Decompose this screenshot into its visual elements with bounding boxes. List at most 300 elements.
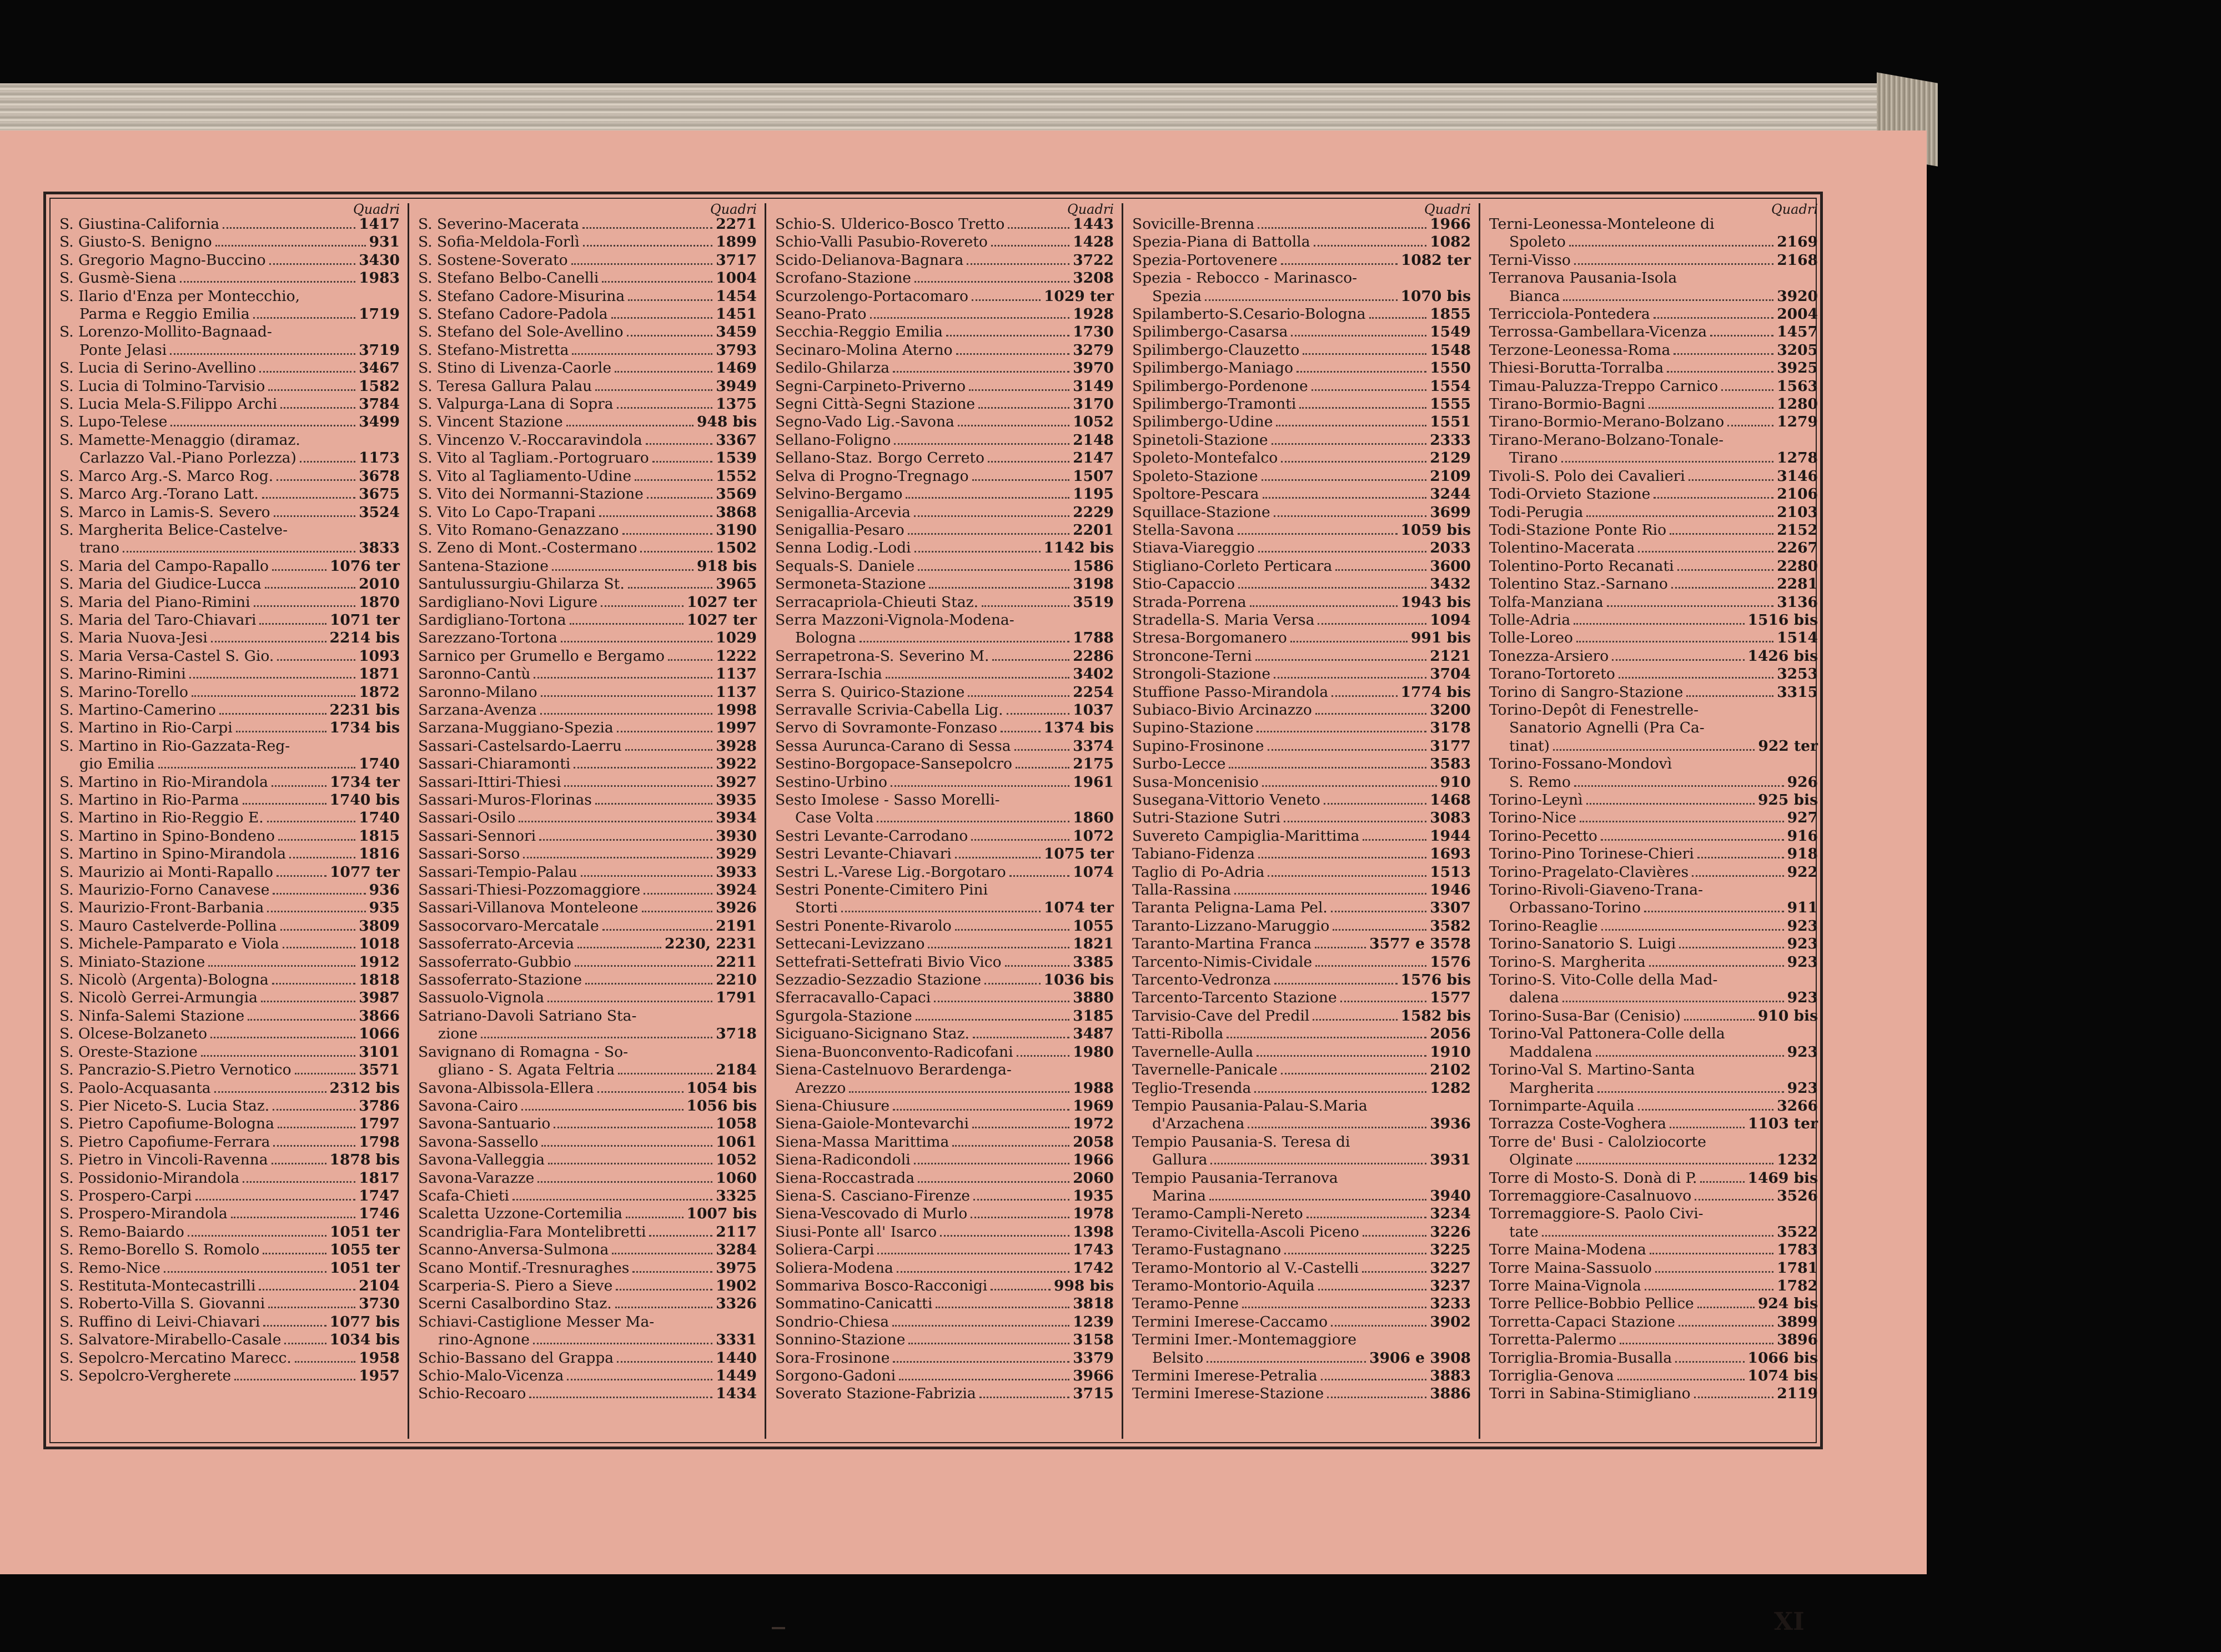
dot-leader — [628, 587, 712, 589]
entry-name: Tempio Pausania-S. Teresa di — [1132, 1133, 1350, 1151]
entry-number: 2119 — [1777, 1385, 1818, 1403]
entry-number: 911 — [1787, 899, 1818, 917]
entry-name: Siena-Vescovado di Murlo — [775, 1205, 968, 1223]
entry-name: Senigallia-Arcevia — [775, 503, 911, 521]
index-entry — [59, 665, 400, 683]
entry-name: S. Martino in Spino-Mirandola — [59, 845, 287, 863]
entry-name: S. Prospero-Mirandola — [59, 1205, 228, 1223]
dot-leader — [273, 1145, 355, 1147]
entry-name: Tempio Pausania-Palau-S.Maria — [1132, 1097, 1368, 1114]
entry-number: 3902 — [1430, 1313, 1471, 1330]
index-entry — [775, 233, 1114, 251]
entry-name: Tolfa-Manziana — [1489, 593, 1604, 611]
entry-name: Siena-Buonconvento-Radicofani — [775, 1043, 1013, 1061]
dot-leader — [956, 353, 1070, 355]
entry-number: 3722 — [1073, 251, 1114, 269]
dot-leader — [1596, 1055, 1784, 1057]
dot-leader — [259, 1289, 355, 1291]
dot-leader — [1654, 497, 1773, 499]
entry-number: 1374 bis — [1043, 719, 1114, 737]
index-entry — [1132, 431, 1471, 449]
entry-number: 1513 — [1430, 863, 1471, 881]
index-entry — [59, 323, 400, 341]
dot-leader — [1257, 731, 1426, 732]
entry-number: 1902 — [716, 1277, 757, 1294]
entry-name: Ponte Jelasi — [79, 341, 167, 359]
entry-name: Siena-Roccastrada — [775, 1169, 914, 1187]
entry-number: 1582 bis — [1400, 1007, 1471, 1025]
entry-number: 1082 ter — [1400, 251, 1471, 269]
index-entry — [1489, 1223, 1818, 1241]
entry-number: 2169 — [1777, 233, 1818, 251]
index-entry — [775, 1295, 1114, 1313]
entry-name: S. Stino di Livenza-Caorle — [418, 359, 612, 377]
entry-name: Segno-Vado Lig.-Savona — [775, 413, 954, 431]
entry-name: S. Sostene-Soverato — [418, 251, 568, 269]
entry-number: 3379 — [1073, 1349, 1114, 1367]
dot-leader — [188, 1235, 326, 1237]
index-entry — [1489, 1151, 1818, 1169]
index-entry — [418, 288, 757, 305]
entry-name: Serra Mazzoni-Vignola-Modena- — [775, 611, 1014, 629]
entry-name: Siena-Radicondoli — [775, 1151, 911, 1169]
dot-leader — [1601, 839, 1784, 841]
entry-name: S. Maurizio ai Monti-Rapallo — [59, 863, 273, 881]
index-entry — [418, 1007, 757, 1025]
dot-leader — [1250, 605, 1398, 607]
entry-name: Tirano-Merano-Bolzano-Tonale- — [1489, 431, 1724, 449]
entry-number: 1978 — [1073, 1205, 1114, 1223]
index-entry — [59, 539, 400, 557]
dot-leader — [1257, 1055, 1426, 1057]
dot-leader — [284, 1343, 326, 1344]
entry-number: 3325 — [716, 1187, 757, 1204]
index-entry — [1489, 323, 1818, 341]
entry-name: Serravalle Scrivia-Cabella Lig. — [775, 701, 1003, 719]
dot-leader — [1238, 533, 1398, 535]
dot-leader — [1369, 317, 1427, 319]
index-entry — [1132, 1061, 1471, 1079]
entry-name: Termini Imerese-Stazione — [1132, 1385, 1324, 1403]
entry-number: 1398 — [1073, 1223, 1114, 1241]
dot-leader — [268, 1307, 355, 1308]
entry-number: 2271 — [716, 215, 757, 233]
entry-name: Squillace-Stazione — [1132, 503, 1270, 521]
index-entry — [59, 288, 400, 305]
entry-number: 1551 — [1430, 413, 1471, 431]
dot-leader — [280, 407, 355, 409]
index-entry — [1489, 845, 1818, 863]
entry-number: 1037 — [1073, 701, 1114, 719]
column-header: Quadri — [710, 203, 757, 217]
entry-number: 3571 — [359, 1061, 400, 1079]
dot-leader — [272, 983, 356, 985]
dot-leader — [215, 245, 366, 247]
index-entry — [418, 1349, 757, 1367]
entry-name: S. Marino-Rimini — [59, 665, 186, 683]
entry-name: Bologna — [795, 629, 856, 647]
dot-leader — [1340, 1001, 1426, 1002]
entry-number: 923 — [1787, 989, 1818, 1007]
entry-name: Torre de' Busi - Calolziocorte — [1489, 1133, 1706, 1151]
entry-number: 2281 — [1777, 575, 1818, 593]
dot-leader — [955, 929, 1070, 931]
entry-number: 3244 — [1430, 485, 1471, 503]
entry-name: Sarnico per Grumello e Bergamo — [418, 647, 665, 665]
entry-number: 3675 — [359, 485, 400, 503]
dot-leader — [1242, 1307, 1426, 1308]
dot-leader — [277, 659, 355, 661]
entry-number: 1055 — [1073, 917, 1114, 935]
index-entry — [1489, 359, 1818, 377]
entry-name: Sessa Aurunca-Carano di Sessa — [775, 737, 1011, 755]
index-entry — [418, 971, 757, 989]
entry-name: Secinaro-Molina Aterno — [775, 341, 953, 359]
index-entry — [59, 791, 400, 809]
entry-name: S. Pietro Capofiume-Ferrara — [59, 1133, 270, 1151]
index-entry — [59, 1169, 400, 1187]
entry-number: 1582 — [359, 377, 400, 395]
index-entry — [775, 647, 1114, 665]
entry-name: S. Gregorio Magno-Buccino — [59, 251, 266, 269]
entry-number: 3307 — [1430, 899, 1471, 917]
entry-name: Tabiano-Fidenza — [1132, 845, 1255, 863]
index-entry — [775, 1205, 1114, 1223]
entry-number: 1077 bis — [329, 1313, 400, 1330]
entry-number: 1142 bis — [1043, 539, 1114, 557]
entry-name: S. Lorenzo-Mollito-Bagnaad- — [59, 323, 272, 341]
entry-name: S. Martino-Camerino — [59, 701, 216, 719]
index-entry — [775, 252, 1114, 269]
entry-number: 3818 — [1073, 1295, 1114, 1313]
entry-number: 2312 bis — [329, 1079, 400, 1097]
entry-name: Spilimbergo-Casarsa — [1132, 323, 1288, 341]
entry-name: S. Salvatore-Mirabello-Casale — [59, 1331, 282, 1349]
index-entry — [59, 269, 400, 287]
index-entry — [418, 737, 757, 755]
dot-leader — [158, 767, 356, 769]
dot-leader — [899, 1379, 1069, 1380]
dot-leader — [984, 983, 1040, 985]
dot-leader — [918, 1181, 1069, 1183]
entry-number: 1549 — [1430, 323, 1471, 341]
index-entry — [59, 935, 400, 953]
entry-number: 3809 — [359, 917, 400, 935]
entry-number: 1821 — [1073, 935, 1114, 953]
entry-name: Tatti-Ribolla — [1132, 1025, 1224, 1043]
entry-name: Spilimbergo-Maniago — [1132, 359, 1294, 377]
entry-number: 1783 — [1777, 1241, 1818, 1259]
index-entry — [775, 791, 1114, 809]
entry-number: 923 — [1787, 917, 1818, 935]
index-entry — [1132, 521, 1471, 539]
index-entry — [775, 1079, 1114, 1097]
dot-leader — [1207, 1361, 1366, 1363]
index-entry — [775, 468, 1114, 485]
entry-name: Senna Lodig.-Lodi — [775, 539, 911, 557]
index-entry — [775, 971, 1114, 989]
entry-name: Stella-Savona — [1132, 521, 1234, 539]
dot-leader — [208, 965, 355, 967]
index-entry — [59, 701, 400, 719]
dot-leader — [566, 425, 694, 426]
dot-leader — [1227, 1037, 1426, 1038]
index-entry — [59, 755, 400, 773]
dot-leader — [1238, 587, 1426, 589]
dot-leader — [295, 1073, 356, 1074]
dot-leader — [123, 551, 355, 553]
entry-name: Soliera-Modena — [775, 1259, 893, 1277]
dot-leader — [1700, 1181, 1744, 1183]
dot-leader — [289, 857, 355, 858]
entry-number: 3987 — [359, 989, 400, 1007]
dot-leader — [1670, 533, 1773, 535]
entry-name: S. Martino in Rio-Mirandola — [59, 773, 268, 791]
index-entry — [1132, 1241, 1471, 1259]
dot-leader — [265, 587, 356, 589]
dot-leader — [512, 1199, 712, 1201]
index-entry — [59, 809, 400, 827]
entry-name: Savona-Santuario — [418, 1115, 551, 1133]
entry-number: 1507 — [1073, 467, 1114, 485]
dot-leader — [599, 515, 713, 517]
index-entry — [1132, 504, 1471, 521]
entry-name: Todi-Orvieto Stazione — [1489, 485, 1651, 503]
dot-leader — [893, 371, 1069, 373]
index-entry — [59, 1241, 400, 1259]
entry-number: 924 bis — [1757, 1295, 1818, 1313]
dot-leader — [210, 1037, 355, 1038]
dot-leader — [1209, 1199, 1426, 1201]
entry-name: S. Mamette-Menaggio (diramaz. — [59, 431, 300, 449]
entry-number: 2280 — [1777, 557, 1818, 575]
entry-name: Sassoferrato-Stazione — [418, 971, 582, 989]
entry-name: S. Lucia di Tolmino-Tarvisio — [59, 377, 265, 395]
entry-name: Tivoli-S. Polo dei Cavalieri — [1489, 467, 1685, 485]
index-entry — [418, 1331, 757, 1349]
dot-leader — [300, 461, 355, 463]
entry-name: Stresa-Borgomanero — [1132, 629, 1287, 647]
entry-name: Sgurgola-Stazione — [775, 1007, 912, 1025]
entry-number: 1018 — [359, 935, 400, 953]
entry-number: 1056 bis — [686, 1097, 757, 1114]
entry-number: 3253 — [1777, 665, 1818, 683]
entry-number: 3200 — [1430, 701, 1471, 719]
entry-number: 1781 — [1777, 1259, 1818, 1277]
dot-leader — [1362, 1271, 1426, 1273]
entry-name: S. Ilario d'Enza per Montecchio, — [59, 287, 300, 305]
dot-leader — [1649, 407, 1773, 409]
entry-number: 1137 — [716, 665, 757, 683]
index-entry — [418, 827, 757, 845]
entry-number: 2152 — [1777, 521, 1818, 539]
index-entry — [59, 647, 400, 665]
index-entry — [418, 1097, 757, 1115]
dot-leader — [529, 1397, 712, 1398]
dot-leader — [1686, 695, 1773, 697]
index-entry — [775, 737, 1114, 755]
entry-name: Sutri-Stazione Sutri — [1132, 809, 1281, 827]
dot-leader — [886, 677, 1070, 679]
entry-number: 936 — [369, 881, 400, 899]
entry-name: Sequals-S. Daniele — [775, 557, 915, 575]
index-entry — [775, 1331, 1114, 1349]
entry-name: Bianca — [1509, 287, 1560, 305]
entry-number: 1449 — [716, 1367, 757, 1384]
entry-name: Siena-Massa Marittima — [775, 1133, 949, 1151]
dot-leader — [1638, 1109, 1774, 1111]
entry-number: 3949 — [716, 377, 757, 395]
dot-leader — [991, 1289, 1051, 1291]
index-entry — [1132, 342, 1471, 359]
entry-name: Teramo-Campli-Nereto — [1132, 1205, 1303, 1223]
entry-number: 1066 bis — [1747, 1349, 1818, 1367]
entry-name: S. Teresa Gallura Palau — [418, 377, 592, 395]
entry-name: Gallura — [1152, 1151, 1208, 1169]
index-entry — [1489, 774, 1818, 791]
dot-leader — [642, 911, 713, 912]
entry-name: Scerni Casalbordino Staz. — [418, 1295, 612, 1313]
dot-leader — [946, 335, 1069, 337]
entry-name: Tavernelle-Panicale — [1132, 1061, 1278, 1079]
dot-leader — [481, 1037, 712, 1038]
entry-name: S. Vincent Stazione — [418, 413, 563, 431]
entry-name: Torino-Susa-Bar (Cenisio) — [1489, 1007, 1681, 1025]
entry-name: S. Maria del Giudice-Lucca — [59, 575, 262, 593]
dot-leader — [936, 1307, 1069, 1308]
dot-leader — [625, 749, 712, 751]
index-entry — [1132, 845, 1471, 863]
dot-leader — [1617, 1379, 1745, 1380]
dot-leader — [849, 1091, 1069, 1093]
dot-leader — [1561, 461, 1774, 463]
index-entry — [59, 359, 400, 377]
dot-leader — [601, 605, 684, 607]
entry-number: 1791 — [716, 989, 757, 1007]
entry-name: S. Remo-Borello S. Romolo — [59, 1241, 260, 1259]
index-column-1 — [51, 203, 408, 1439]
entry-name: Sassari-Sennori — [418, 827, 536, 845]
dot-leader — [916, 1019, 1069, 1021]
index-entry — [418, 791, 757, 809]
entry-name: Spoleto — [1509, 233, 1566, 251]
index-entry — [775, 755, 1114, 773]
dot-leader — [1307, 1217, 1427, 1218]
entry-name: Termini Imerese-Caccamo — [1132, 1313, 1328, 1330]
index-entry — [775, 1025, 1114, 1043]
entry-name: Torino-Val Pattonera-Colle della — [1489, 1025, 1725, 1043]
entry-name: Torino-Depôt di Fenestrelle- — [1489, 701, 1699, 719]
index-entry — [59, 971, 400, 989]
entry-name: S. Stefano del Sole-Avellino — [418, 323, 624, 341]
entry-name: Tonezza-Arsiero — [1489, 647, 1609, 665]
dot-leader — [627, 335, 713, 337]
entry-number: 3699 — [1430, 503, 1471, 521]
index-entry — [418, 359, 757, 377]
index-column-2 — [408, 203, 765, 1439]
index-entry — [59, 611, 400, 629]
entry-name: S. Restituta-Montecastrilli — [59, 1277, 256, 1294]
dot-leader — [1671, 587, 1773, 589]
entry-name: Susa-Moncenisio — [1132, 773, 1259, 791]
entry-name: Terranova Pausania-Isola — [1489, 269, 1677, 287]
index-entry — [1132, 1169, 1471, 1187]
entry-number: 918 — [1787, 845, 1818, 863]
dot-leader — [617, 407, 713, 409]
entry-name: S. Maurizio-Forno Canavese — [59, 881, 270, 899]
index-entry — [1489, 899, 1818, 917]
dot-leader — [972, 479, 1070, 481]
index-entry — [1489, 1007, 1818, 1025]
dot-leader — [277, 479, 355, 481]
dot-leader — [652, 461, 713, 463]
entry-name: Terni-Visso — [1489, 251, 1571, 269]
entry-list — [1489, 215, 1818, 1403]
entry-name: Selvino-Bergamo — [775, 485, 903, 503]
entry-number: 3233 — [1430, 1295, 1471, 1313]
dot-leader — [892, 1325, 1069, 1327]
entry-name: Sassoferrato-Arcevia — [418, 935, 574, 953]
dot-leader — [1299, 407, 1426, 409]
entry-number: 2060 — [1073, 1169, 1114, 1187]
dot-leader — [1331, 695, 1397, 697]
entry-number: 3524 — [359, 503, 400, 521]
dot-leader — [278, 839, 355, 841]
entry-name: Taranta Peligna-Lama Pel. — [1132, 899, 1328, 917]
index-entry — [775, 953, 1114, 971]
entry-name: Teramo-Fustagnano — [1132, 1241, 1282, 1259]
entry-name: Torre Pellice-Bobbio Pellice — [1489, 1295, 1694, 1313]
index-entry — [775, 863, 1114, 881]
entry-name: Servo di Sovramonte-Fonzaso — [775, 719, 997, 737]
dot-leader — [929, 587, 1069, 589]
entry-number: 3385 — [1073, 953, 1114, 971]
dot-leader — [841, 911, 1041, 912]
entry-name: Spezia-Piana di Battolla — [1132, 233, 1310, 251]
index-entry — [1132, 971, 1471, 989]
column-header: Quadri — [1771, 203, 1818, 217]
index-entry — [1132, 809, 1471, 827]
dot-leader — [860, 641, 1070, 642]
column-header: Quadri — [1424, 203, 1471, 217]
dot-leader — [574, 767, 712, 769]
entry-number: 3935 — [716, 791, 757, 809]
index-entry — [1132, 359, 1471, 377]
entry-number: 1027 ter — [686, 611, 757, 629]
dot-leader — [1331, 911, 1426, 912]
index-entry — [1489, 342, 1818, 359]
dot-leader — [1205, 299, 1397, 301]
index-entry — [418, 485, 757, 503]
dot-leader — [971, 839, 1069, 841]
entry-number: 3600 — [1430, 557, 1471, 575]
index-entry — [775, 1043, 1114, 1061]
entry-number: 3226 — [1430, 1223, 1471, 1241]
entry-name: Siena-Chiusure — [775, 1097, 890, 1114]
entry-number: 2286 — [1073, 647, 1114, 665]
index-entry — [418, 413, 757, 431]
entry-number: 1457 — [1777, 323, 1818, 341]
entry-name: Terricciola-Pontedera — [1489, 305, 1650, 323]
entry-name: Sarzana-Avenza — [418, 701, 537, 719]
entry-name: Torriglia-Genova — [1489, 1367, 1614, 1384]
entry-name: S. Nicolò (Argenta)-Bologna — [59, 971, 269, 989]
index-entry — [775, 413, 1114, 431]
entry-name: S. Maria del Piano-Rimini — [59, 593, 250, 611]
entry-number: 1058 — [716, 1115, 757, 1133]
entry-name: Sassari-Chiaramonti — [418, 755, 571, 773]
entry-name: Stradella-S. Maria Versa — [1132, 611, 1315, 629]
